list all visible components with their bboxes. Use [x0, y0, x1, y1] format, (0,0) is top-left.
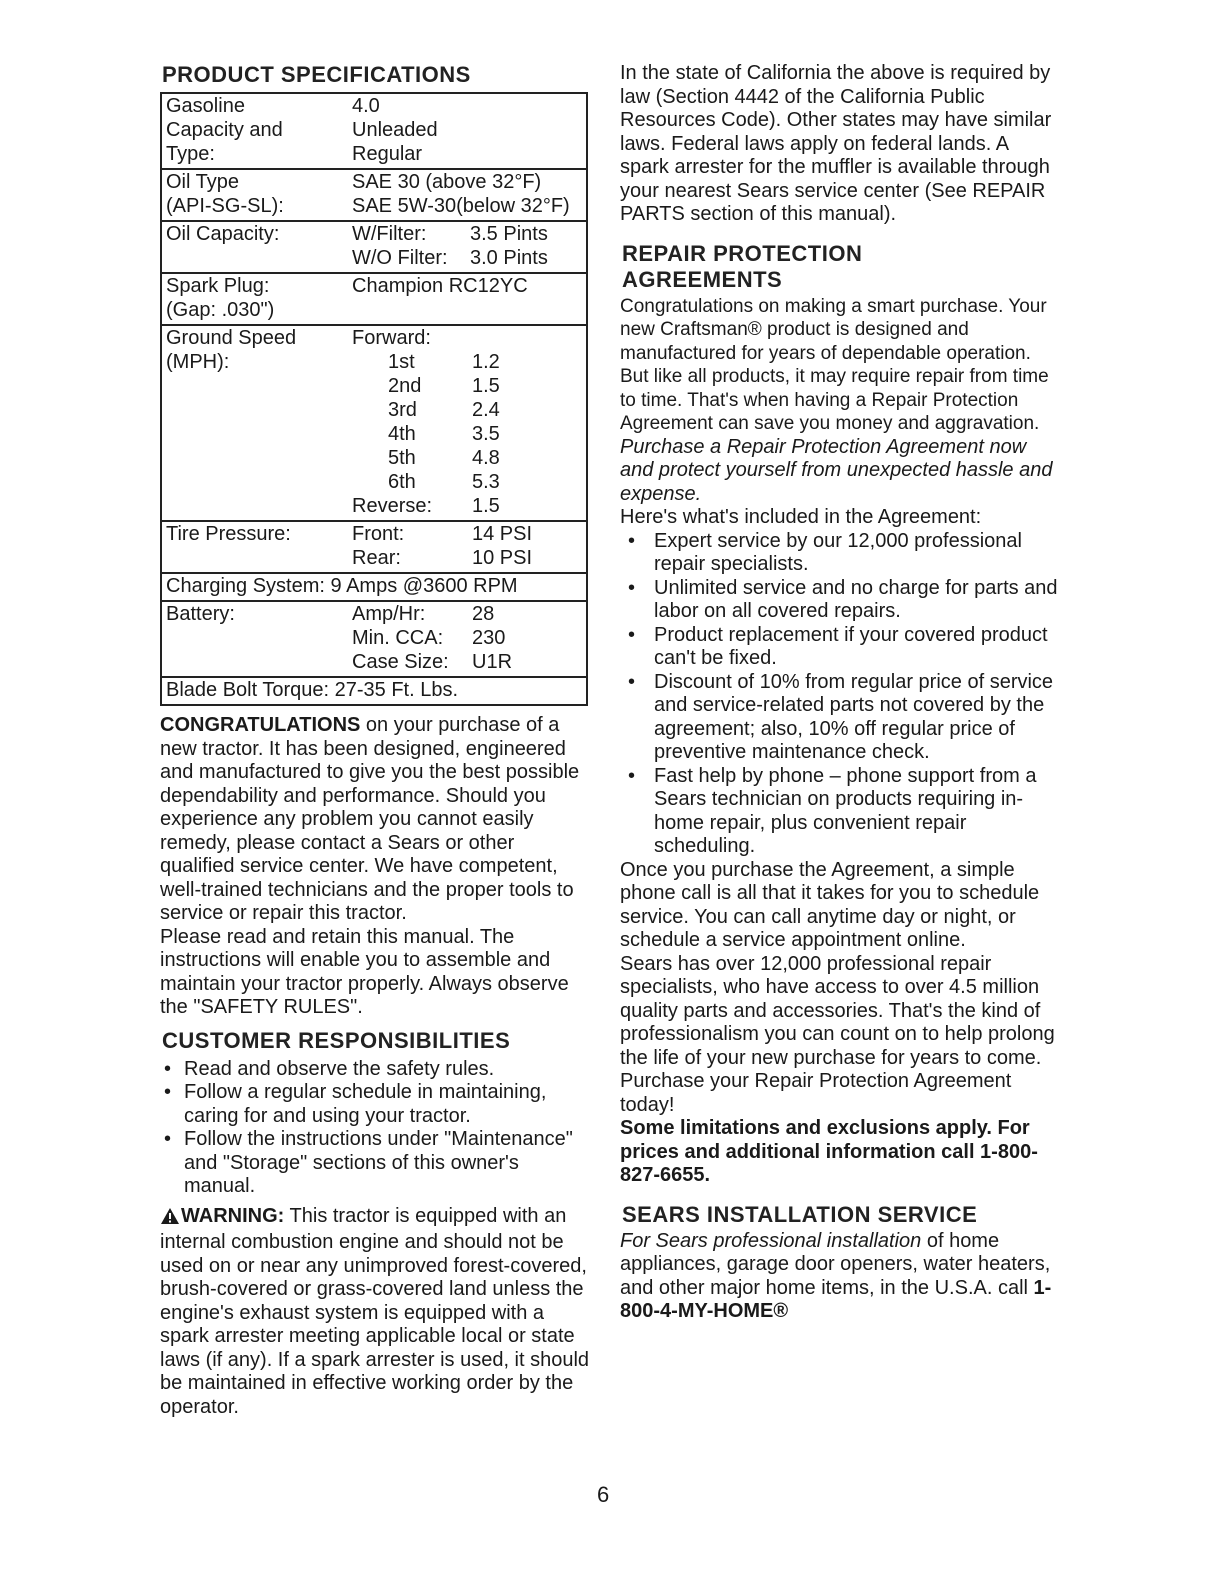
- spec-value: SAE 5W-30(below 32°F): [352, 195, 570, 217]
- spec-value: 230: [472, 627, 506, 649]
- gear-label: 6th: [388, 471, 416, 493]
- list-item: • Follow the instructions under "Maintenance" and "Storage" sections of this owner's manual.: [164, 1128, 573, 1197]
- spec-sublabel: Rear:: [352, 547, 401, 569]
- spec-row-battery: [162, 600, 586, 676]
- spec-value: SAE 30 (above 32°F): [352, 171, 542, 193]
- spec-row-ground-speed: [162, 324, 586, 520]
- spec-label: (API-SG-SL):: [166, 195, 284, 217]
- spec-label: Oil Type: [166, 171, 239, 193]
- spec-label: Capacity and: [166, 119, 283, 141]
- bullet-icon: •: [164, 1081, 172, 1103]
- gear-label: 4th: [388, 423, 416, 445]
- spec-label: Type:: [166, 143, 215, 165]
- spec-title: PRODUCT SPECIFICATIONS: [162, 62, 471, 87]
- gear-speed: 5.3: [472, 471, 500, 493]
- installation-text: of home appliances, garage door openers, water heaters, and other major home items, in the U.S.A. call: [620, 1229, 1051, 1299]
- once-paragraph: Once you purchase the Agreement, a simple phone call is all that it takes for you to schedule service. You can call anytime day or night, or schedule a service appointment online.: [620, 858, 1040, 951]
- installation-phone: 1-800-4-MY-HOME®: [620, 1276, 1052, 1322]
- gear-label: 5th: [388, 447, 416, 469]
- spec-value: 3.5 Pints: [470, 223, 548, 245]
- list-item: • Fast help by phone – phone support from a Sears technician on products requiring in-home repair, plus convenient repair scheduling.: [628, 764, 1037, 857]
- spec-charging-text: Charging System: 9 Amps @3600 RPM: [166, 575, 518, 597]
- repair-intro: Congratulations on making a smart purchase. Your new Craftsman® product is designed and manufactured for years of dependable operation. But like all products, it may require repair from time to time. That's when having a Repair Protection Agreement can save you money and aggravation.: [620, 295, 1049, 434]
- spec-row-blade: [162, 676, 586, 704]
- spec-row-spark-plug: [162, 272, 586, 324]
- included-intro: Here's what's included in the Agreement:: [620, 506, 982, 528]
- bullet-icon: •: [164, 1057, 172, 1080]
- list-item: • Read and observe the safety rules.: [164, 1057, 495, 1080]
- gear-label: 1st: [388, 351, 415, 373]
- list-item: • Unlimited service and no charge for parts and labor on all covered repairs.: [628, 576, 1058, 622]
- spec-label: Ground Speed: [166, 327, 297, 349]
- spec-value: 3.0 Pints: [470, 247, 548, 269]
- bullet-icon: •: [628, 576, 636, 599]
- spec-sublabel: Amp/Hr:: [352, 603, 426, 625]
- warning-triangle-icon: [160, 1207, 180, 1232]
- included-list: [620, 530, 1060, 859]
- california-paragraph: In the state of California the above is required by law (Section 4442 of the California Public Resources Code). Other states may have similar laws. Federal laws apply on federal lands. A spark arrester for the muffler is available through your nearest Sears service center (See REPAIR PARTS section of this manual).: [620, 62, 1052, 225]
- gear-speed: 1.2: [472, 351, 500, 373]
- spec-value: Unleaded: [352, 119, 438, 141]
- congrats-paragraph: [160, 714, 590, 926]
- bullet-icon: •: [628, 623, 636, 646]
- right-column: [620, 62, 1060, 1324]
- spec-label: Spark Plug:: [166, 275, 270, 297]
- spec-sublabel: W/O Filter:: [352, 247, 448, 269]
- spec-sublabel: W/Filter:: [352, 223, 427, 245]
- spec-label: (MPH):: [166, 351, 230, 373]
- installation-paragraph: [620, 1230, 1060, 1324]
- left-column: [160, 62, 590, 1419]
- customer-responsibilities-title: CUSTOMER RESPONSIBILITIES: [162, 1027, 511, 1053]
- list-item: • Discount of 10% from regular price of service and service-related parts not covered by the agreement; also, 10% off regular price of preventive maintenance check.: [628, 670, 1054, 763]
- spec-row-tire-pressure: [162, 520, 586, 572]
- gear-label: 3rd: [388, 399, 417, 421]
- gear-speed: 1.5: [472, 375, 500, 397]
- bullet-icon: •: [628, 670, 636, 693]
- gear-speed: 2.4: [472, 399, 500, 421]
- forward-label: Forward:: [352, 327, 431, 349]
- spec-value: U1R: [472, 651, 513, 673]
- bullet-icon: •: [628, 529, 636, 552]
- list-item: • Product replacement if your covered product can't be fixed.: [628, 623, 1048, 669]
- spec-sublabel: Min. CCA:: [352, 627, 444, 649]
- reverse-label: Reverse:: [352, 495, 433, 517]
- spec-value: Regular: [352, 143, 423, 165]
- spec-label: (Gap: .030"): [166, 299, 275, 321]
- spec-row-oil-type: [162, 168, 586, 220]
- list-item: • Expert service by our 12,000 professional repair specialists.: [628, 529, 1022, 575]
- warning-paragraph: [160, 1205, 590, 1420]
- installation-italic: For Sears professional installation: [620, 1229, 922, 1252]
- spec-row-oil-capacity: [162, 220, 586, 272]
- warning-label: WARNING:: [181, 1204, 285, 1227]
- gear-label: 2nd: [388, 375, 422, 397]
- spec-value: 28: [472, 603, 495, 625]
- list-item: • Follow a regular schedule in maintaining, caring for and using your tractor.: [164, 1081, 547, 1127]
- spec-sublabel: Front:: [352, 523, 405, 545]
- read-paragraph: Please read and retain this manual. The instructions will enable you to assemble and maintain your tractor properly. Always observe the "SAFETY RULES".: [160, 925, 569, 1018]
- spec-row-gasoline: [162, 94, 586, 168]
- sears-paragraph: Sears has over 12,000 professional repair specialists, who have access to over 4.5 million quality parts and accessories. That's the kind of professionalism you can count on to help prolong the life of your new purchase for years to come. Purchase your Repair Protection Agreement today!: [620, 952, 1055, 1116]
- spec-blade-text: Blade Bolt Torque: 27-35 Ft. Lbs.: [166, 679, 459, 701]
- gear-speed: 4.8: [472, 447, 500, 469]
- limits-paragraph: Some limitations and exclusions apply. For prices and additional information call 1-800-827-6655.: [620, 1117, 1038, 1186]
- repair-title: REPAIR PROTECTION AGREEMENTS: [622, 240, 863, 292]
- spec-value: 14 PSI: [472, 523, 533, 545]
- spec-label: Battery:: [166, 603, 235, 625]
- installation-title: SEARS INSTALLATION SERVICE: [622, 1201, 978, 1227]
- bullet-icon: •: [628, 764, 636, 787]
- warning-text: This tractor is equipped with an internal combustion engine and should not be used on or near any unimproved forest-covered, brush-covered or grass-covered land unless the engine's exhaust system is equipped with a spark arrester meeting applicable local or state laws (if any). If a spark arrester is used, it should be maintained in effective working order by the operator.: [160, 1204, 590, 1418]
- spec-value: 4.0: [352, 95, 380, 117]
- spec-row-charging: [162, 572, 586, 600]
- spec-label: Tire Pressure:: [166, 523, 291, 545]
- spec-value: 10 PSI: [472, 547, 533, 569]
- gear-speed: 3.5: [472, 423, 500, 445]
- customer-list: [160, 1058, 590, 1199]
- page-number: 6: [597, 1482, 610, 1507]
- spec-label: Oil Capacity:: [166, 223, 280, 245]
- spec-table: [160, 92, 588, 706]
- spec-label: Gasoline: [166, 95, 245, 117]
- spec-value: Champion RC12YC: [352, 275, 528, 297]
- spec-sublabel: Case Size:: [352, 651, 449, 673]
- repair-italic: Purchase a Repair Protection Agreement now and protect yourself from unexpected hassle and expense.: [620, 435, 1053, 505]
- reverse-speed: 1.5: [472, 495, 500, 517]
- congrats-text: on your purchase of a new tractor. It has been designed, engineered and manufactured to give you the best possible dependability and performance. Should you experience any problem you cannot easily remedy, please contact a Sears or other qualified service center. We have competent, well-trained technicians and the proper tools to service or repair this tractor.: [160, 714, 580, 924]
- congrats-lead: CONGRATULATIONS: [160, 714, 361, 736]
- bullet-icon: •: [164, 1128, 172, 1150]
